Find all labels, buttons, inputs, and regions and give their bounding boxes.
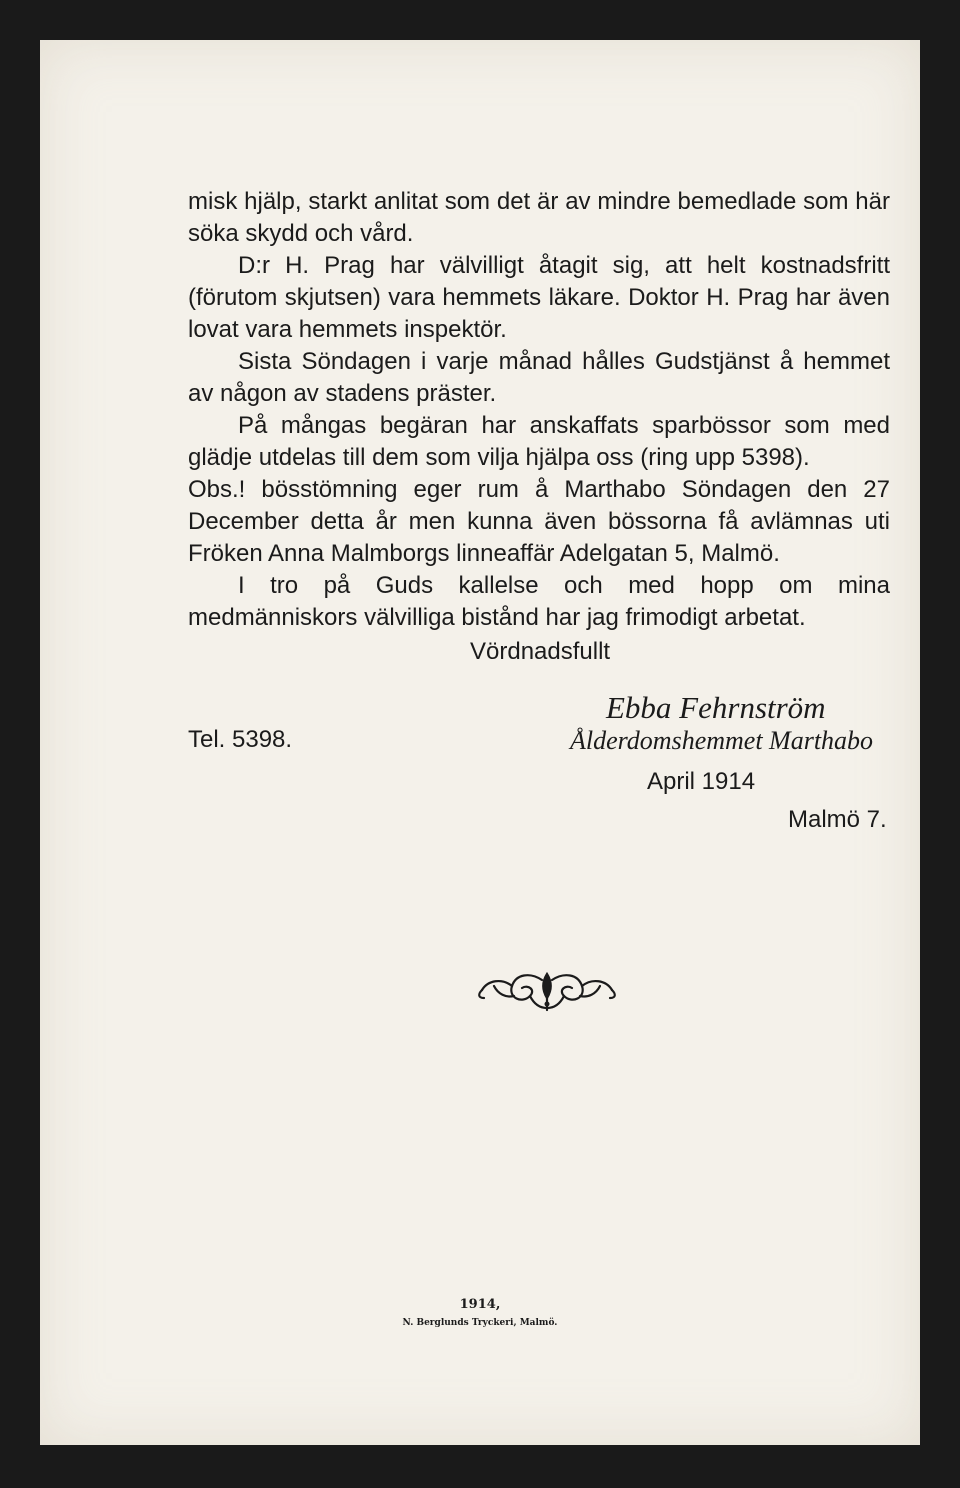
ornament-icon (472, 968, 622, 1014)
paragraph-1: misk hjälp, starkt anlitat som det är av mindre bemedlade som här söka skydd och vård. (188, 188, 890, 247)
letter-city: Malmö 7. (788, 806, 887, 833)
footer-printer: N. Berglunds Tryckeri, Malmö. (402, 1318, 558, 1328)
paragraph-4: På mångas begäran har anskaffats sparbössor som med glädje utdelas till dem som vilja hjälpa oss (ring upp 5398). (188, 412, 890, 471)
telephone-number: Tel. 5398. (188, 726, 293, 753)
letter-date: April 1914 (647, 768, 756, 795)
paragraph-2: D:r H. Prag har välvilligt åtagit sig, att helt kostnadsfritt (förutom skjutsen) vara hemmets läkare. Doktor H. Prag har även lovat vara hemmets inspektör. (188, 252, 890, 343)
footer-year: 1914, (459, 1297, 501, 1312)
paragraph-6: I tro på Guds kallelse och med hopp om mina medmänniskors välvilliga bistånd har jag frimodigt arbetat. (188, 572, 890, 631)
signature-name: Ebba Fehrnström (606, 690, 826, 725)
paragraph-5: Obs.! bösstömning eger rum å Marthabo Söndagen den 27 December detta år men kunna även bössorna få avlämnas uti Fröken Anna Malmborgs linneaffär Adelgatan 5, Malmö. (188, 476, 890, 567)
closing-salutation: Vördnadsfullt (470, 638, 611, 665)
letter-body (188, 186, 890, 634)
signature-place: Ålderdomshemmet Marthabo (570, 726, 874, 755)
paragraph-3: Sista Söndagen i varje månad hålles Gudstjänst å hemmet av någon av stadens präster. (188, 348, 890, 407)
